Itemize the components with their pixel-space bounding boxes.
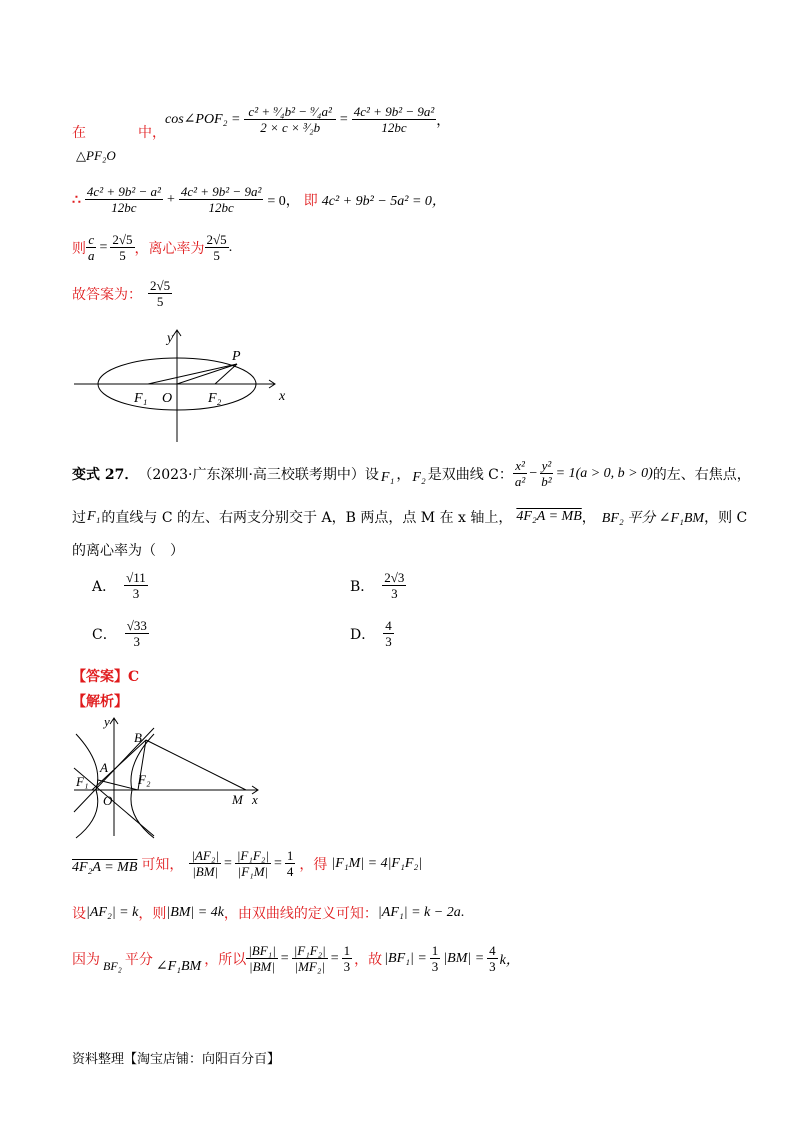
prev-line-2: ∴ $\frac{\text{4c² + 9b² − a²}}{12bc}$ + $\frac{\text{4c² + 9b² − 9a²}}{12bc}$ = 0， 即 4c² + 9b² − 5a² = 0， bbox=[72, 184, 446, 215]
sol-line-3: 因为 BF₂ 平分 ∠F₁BM ，所以 $\frac{\text{|BF₁|}}{|BM|}$ = $\frac{\text{|F₁F₂|}}{\text{|MF₂|}}$ = $\frac{1}{3}$ ，故 |BF₁| = $\frac{1}{3}$ |BM| = $\frac{4}{3}$ k， bbox=[72, 943, 520, 974]
label-x: x bbox=[279, 389, 286, 404]
analysis-label: 【解析】 bbox=[72, 694, 128, 710]
segment-PO bbox=[177, 364, 237, 384]
label-B: B bbox=[134, 730, 142, 745]
label-y: y bbox=[104, 714, 110, 729]
sol-line-2: 设 |AF₂| = k ，则 |BM| = 4k ，由双曲线的定义可知： |AF₁| = k − 2a . bbox=[72, 905, 465, 922]
label-y: y bbox=[167, 331, 174, 346]
label-O: O bbox=[103, 793, 113, 808]
problem-line-2: 过 F₁ 的直线与 C 的左、右两支分别交于 A，B 两点，点 M 在 x 轴上， 4F₂A = MB ， BF₂ 平分 ∠F₁BM ，则 C bbox=[72, 509, 748, 526]
sol-line-1: 4F₂A = MB 可知， $\frac{\text{|AF₂|}}{|BM|}$ = $\frac{\text{|F₁F₂|}}{\text{|F₁M|}}$ = $\frac{1}{4}$ ，得 |F₁M| = 4|F₁F₂| bbox=[72, 848, 423, 879]
label-x: x bbox=[252, 792, 258, 807]
segment-PF2 bbox=[215, 364, 237, 384]
answer-label: 【答案】C bbox=[72, 669, 140, 685]
segment-PF1 bbox=[148, 364, 237, 384]
label-A: A bbox=[100, 760, 108, 775]
problem-line-1: 变式 27． （2023·广东深圳·高三校联考期中）设 F₁ ， F₂ 是双曲线 C： $\frac{\text{x²}}{\text{a²}}$ − $\frac{\text{y²}}{\text{b²}}$ = 1(a > 0, b > 0) 的左、右焦点， bbox=[72, 458, 751, 489]
prev-line-1: 在 bbox=[72, 125, 86, 141]
option-B[interactable]: B． $\frac{2√3}{3}$ bbox=[350, 570, 405, 601]
prev-line-3: 则 $\frac{c}{a}$ = $\frac{2√5}{5}$ ，离心率为 $\frac{2√5}{5}$ . bbox=[72, 232, 233, 263]
label-M: M bbox=[232, 792, 243, 807]
option-C[interactable]: C． $\frac{√33}{3}$ bbox=[92, 618, 147, 649]
label-F2: F₂ bbox=[208, 391, 222, 406]
footer-text: 资料整理【淘宝店铺：向阳百分百】 bbox=[72, 1052, 281, 1067]
option-A[interactable]: A． $\frac{√11}{3}$ bbox=[92, 570, 146, 601]
label-F2: F₂ bbox=[138, 772, 151, 787]
label-F1: F₁ bbox=[134, 391, 148, 406]
option-D[interactable]: D． $\frac{4}{3}$ bbox=[350, 618, 392, 649]
ellipse-figure bbox=[70, 328, 290, 446]
segment-BM bbox=[146, 740, 246, 790]
prev-answer: 故答案为： $\frac{2√5}{5}$ bbox=[72, 278, 171, 309]
hyperbola-figure bbox=[70, 712, 270, 840]
problem-line-3: 的离心率为（ ） bbox=[72, 543, 184, 559]
segment-AF2 bbox=[98, 780, 138, 790]
label-O: O bbox=[162, 391, 173, 406]
cos-formula: cos∠POF₂ = $\frac{\text{c² + ⁹⁄₄b² − ⁹⁄₄a²}}{\text{2 × c × ³⁄₂b}}$ = $\frac{\text{4c² + 9b² − 9a²}}{12bc}$ ， bbox=[165, 104, 451, 135]
label-F1: F₁ bbox=[76, 774, 89, 789]
label-P: P bbox=[232, 349, 241, 364]
triangle-label: △PF₂O bbox=[76, 148, 116, 163]
